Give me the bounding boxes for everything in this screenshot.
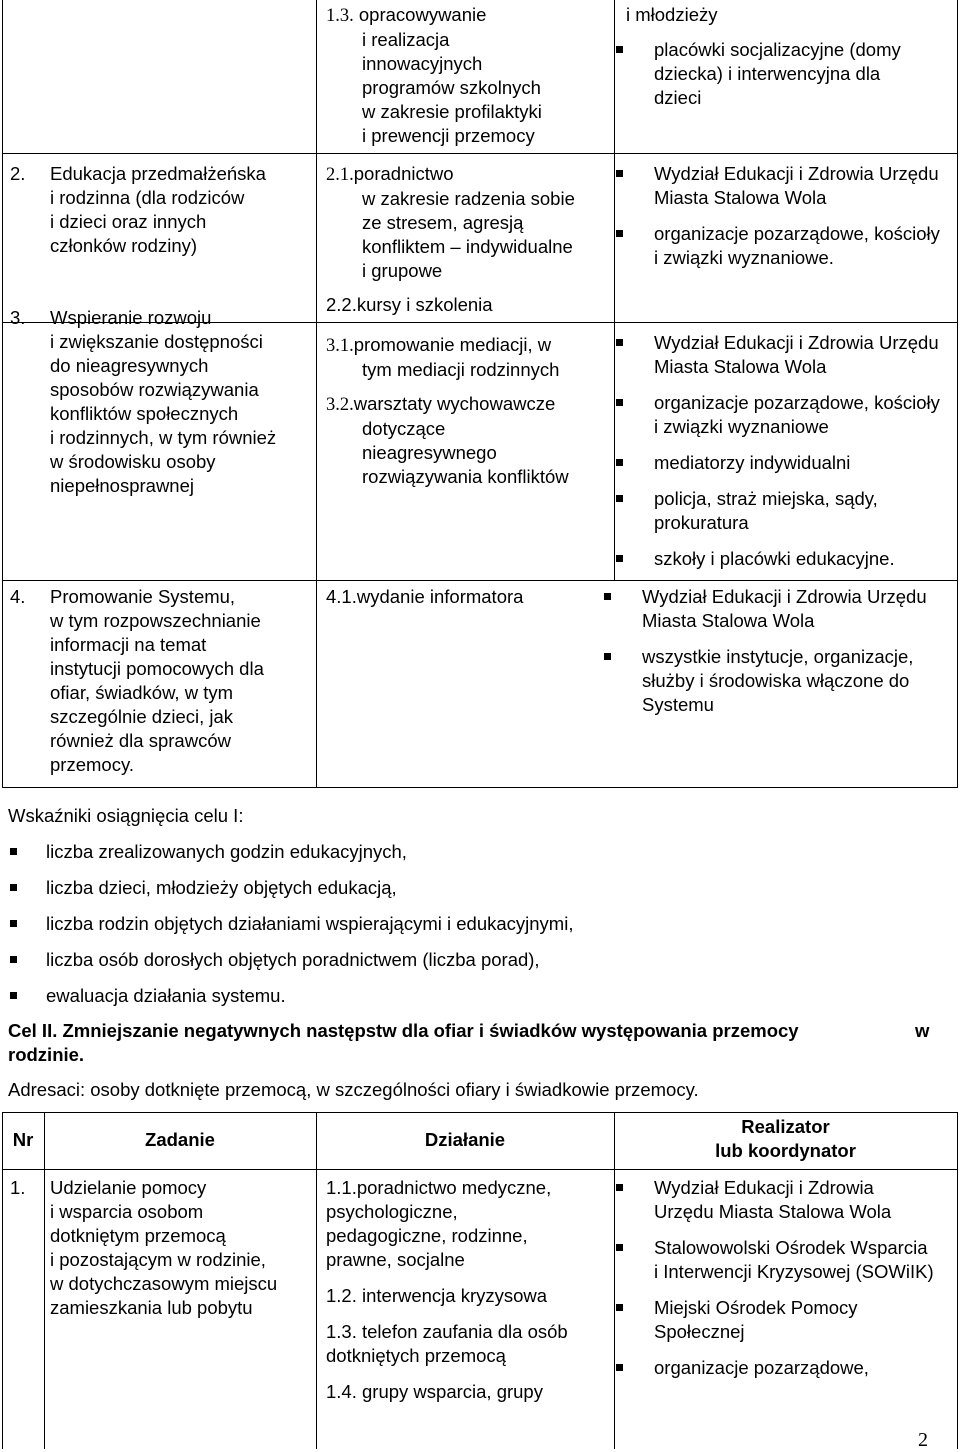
row-number: 1. [10, 1177, 26, 1198]
action-line: dotkniętych przemocą [326, 1345, 506, 1366]
column-header-nr: Nr [12, 1129, 34, 1150]
goal-title-continuation: rodzinie. [8, 1044, 85, 1065]
list-item: szkoły i placówki edukacyjne. [614, 547, 944, 571]
page-number: 2 [918, 1429, 928, 1451]
task-cell [50, 162, 312, 258]
action-line: 2.2.kursy i szkolenia [326, 294, 493, 315]
action-continuation [326, 417, 611, 489]
realizer-cell [626, 3, 951, 27]
task-line: szczególnie dzieci, jak [50, 706, 234, 727]
list-item: placówki socjalizacyjne (domy dziecka) i interwencyjna dla dzieci [614, 38, 924, 110]
realizer-list [614, 1176, 934, 1380]
action-number: 1.3. [326, 6, 354, 26]
column-header-task: Zadanie [145, 1129, 215, 1150]
action-line: 4.1.wydanie informatora [326, 586, 524, 607]
action-cell [326, 1176, 612, 1404]
action-line [326, 333, 611, 358]
list-item: Stalowowolski Ośrodek Wsparcia i Interwencji Kryzysowej (SOWiIK) [614, 1236, 934, 1284]
action-number: 3.1. [326, 336, 354, 356]
action-line [326, 392, 611, 417]
list-item: organizacje pozarządowe, [614, 1356, 934, 1380]
list-item: Wydział Edukacji i Zdrowia Urzędu Miasta Stalowa Wola [602, 585, 952, 633]
action-continuation [326, 28, 611, 148]
action-line: tym mediacji rodzinnych [362, 359, 560, 380]
task-line: instytucji pomocowych dla [50, 658, 264, 679]
action-line: 1.4. grupy wsparcia, grupy [326, 1381, 543, 1402]
list-item: ewaluacja działania systemu. [8, 984, 908, 1008]
action-number: 3.2. [326, 395, 354, 415]
task-line: dotkniętym przemocą [50, 1225, 226, 1246]
action-line: psychologiczne, [326, 1201, 458, 1222]
action-line: 1.2. interwencja kryzysowa [326, 1285, 548, 1306]
header-line: Realizator [741, 1116, 830, 1137]
task-line: Promowanie Systemu, [50, 586, 236, 607]
action-text: warsztaty wychowawcze [353, 393, 556, 414]
table-border-left [2, 1112, 3, 1449]
list-item: mediatorzy indywidualni [614, 451, 944, 475]
action-text: promowanie mediacji, w [353, 334, 552, 355]
table-border-bottom [2, 787, 958, 788]
table-row-divider [2, 153, 958, 154]
table-border-right [957, 0, 958, 787]
action-line: w zakresie profilaktyki [362, 101, 542, 122]
action-continuation [326, 187, 611, 283]
list-item: wszystkie instytucje, organizacje, służby i środowiska włączone do Systemu [602, 645, 952, 717]
task-line: i dzieci oraz innych [50, 211, 207, 232]
task-line: Edukacja przedmałżeńska [50, 163, 266, 184]
action-text: poradnictwo [353, 163, 454, 184]
task-line: Udzielanie pomocy [50, 1177, 207, 1198]
addressees-text: Adresaci: osoby dotknięte przemocą, w szczególności ofiary i świadkowie przemocy. [8, 1079, 699, 1100]
table-border-col2 [316, 0, 317, 787]
task-line: w tym rozpowszechnianie [50, 610, 261, 631]
action-line: konfliktem – indywidualne [362, 236, 573, 257]
row-number: 2. [10, 163, 26, 184]
task-line: zamieszkania lub pobytu [50, 1297, 253, 1318]
action-line: w zakresie radzenia sobie [362, 188, 575, 209]
table-border-right [957, 1112, 958, 1449]
task-line: w dotychczasowym miejscu [50, 1273, 278, 1294]
list-item: liczba rodzin objętych działaniami wspierającymi i edukacyjnymi, [8, 912, 908, 936]
row-number: 3. [10, 307, 26, 328]
task-line: konfliktów społecznych [50, 403, 239, 424]
task-line: członków rodziny) [50, 235, 198, 256]
task-cell [50, 306, 312, 498]
list-item: policja, straż miejska, sądy, prokuratura [614, 487, 944, 535]
action-line: ze stresem, agresją [362, 212, 524, 233]
goal-title: Cel II. Zmniejszanie negatywnych następstw dla ofiar i świadków występowania przemocy [8, 1020, 799, 1041]
list-item: Wydział Edukacji i Zdrowia Urzędu Miasta Stalowa Wola [614, 162, 944, 210]
table-header-divider [2, 1169, 958, 1170]
realizer-list [614, 162, 944, 270]
action-line: programów szkolnych [362, 77, 541, 98]
task-line: również dla sprawców [50, 730, 231, 751]
header-line: lub koordynator [715, 1140, 856, 1161]
table-border-col2 [44, 1112, 45, 1449]
task-line: niepełnosprawnej [50, 475, 194, 496]
task-line: i rodzinnych, w tym również [50, 427, 277, 448]
list-item: liczba dzieci, młodzieży objętych edukacją, [8, 876, 908, 900]
table-border-col3 [316, 1112, 317, 1449]
action-text: opracowywanie [358, 4, 487, 25]
task-line: i wsparcia osobom [50, 1201, 204, 1222]
action-number: 2.1. [326, 165, 354, 185]
indicators-list [8, 840, 908, 1008]
list-item: liczba osób dorosłych objętych poradnictwem (liczba porad), [8, 948, 908, 972]
action-cell [326, 3, 611, 148]
action-line: prawne, socjalne [326, 1249, 465, 1270]
list-item: organizacje pozarządowe, kościoły i związki wyznaniowe. [614, 222, 944, 270]
list-item: Wydział Edukacji i Zdrowia Urzędu Miasta Stalowa Wola [614, 1176, 934, 1224]
realizer-list [614, 38, 924, 110]
task-line: do nieagresywnych [50, 355, 209, 376]
table-row-divider [2, 580, 958, 581]
action-cell [326, 333, 611, 489]
task-cell [50, 585, 312, 777]
action-line: i prewencji przemocy [362, 125, 535, 146]
list-item: Wydział Edukacji i Zdrowia Urzędu Miasta Stalowa Wola [614, 331, 944, 379]
action-line: i grupowe [362, 260, 443, 281]
task-cell [50, 1176, 314, 1320]
task-line: i pozostającym w rodzinie, [50, 1249, 266, 1270]
action-cell [326, 162, 611, 317]
task-line: sposobów rozwiązywania [50, 379, 259, 400]
task-line: informacji na temat [50, 634, 207, 655]
realizer-line: i młodzieży [626, 4, 718, 25]
table-border-top [2, 1112, 958, 1113]
task-line: i rodzinna (dla rodziców [50, 187, 245, 208]
task-line: przemocy. [50, 754, 134, 775]
indicators-heading: Wskaźniki osiągnięcia celu I: [8, 805, 244, 826]
task-line: Wspieranie rozwoju [50, 307, 212, 328]
list-item: organizacje pozarządowe, kościoły i związki wyznaniowe [614, 391, 944, 439]
task-line: ofiar, świadków, w tym [50, 682, 234, 703]
table-border-left [2, 0, 3, 787]
column-header-action: Działanie [424, 1129, 506, 1150]
action-line: 1.1.poradnictwo medyczne, [326, 1177, 552, 1198]
action-line: i realizacja [362, 29, 450, 50]
action-line: 1.3. telefon zaufania dla osób [326, 1321, 568, 1342]
list-item: Miejski Ośrodek Pomocy Społecznej [614, 1296, 934, 1344]
realizer-list [602, 585, 952, 717]
action-line: pedagogiczne, rodzinne, [326, 1225, 528, 1246]
action-line: dotyczące [362, 418, 446, 439]
row-number: 4. [10, 586, 26, 607]
task-line: i zwiększanie dostępności [50, 331, 263, 352]
realizer-list [614, 331, 944, 571]
action-line [326, 3, 611, 28]
column-header-realizer [614, 1115, 957, 1163]
task-line: w środowisku osoby [50, 451, 216, 472]
goal-title-word: w [915, 1020, 930, 1041]
action-line: nieagresywnego [362, 442, 497, 463]
action-line: rozwiązywania konfliktów [362, 466, 569, 487]
action-line [326, 162, 611, 187]
action-line: innowacyjnych [362, 53, 483, 74]
list-item: liczba zrealizowanych godzin edukacyjnych, [8, 840, 908, 864]
